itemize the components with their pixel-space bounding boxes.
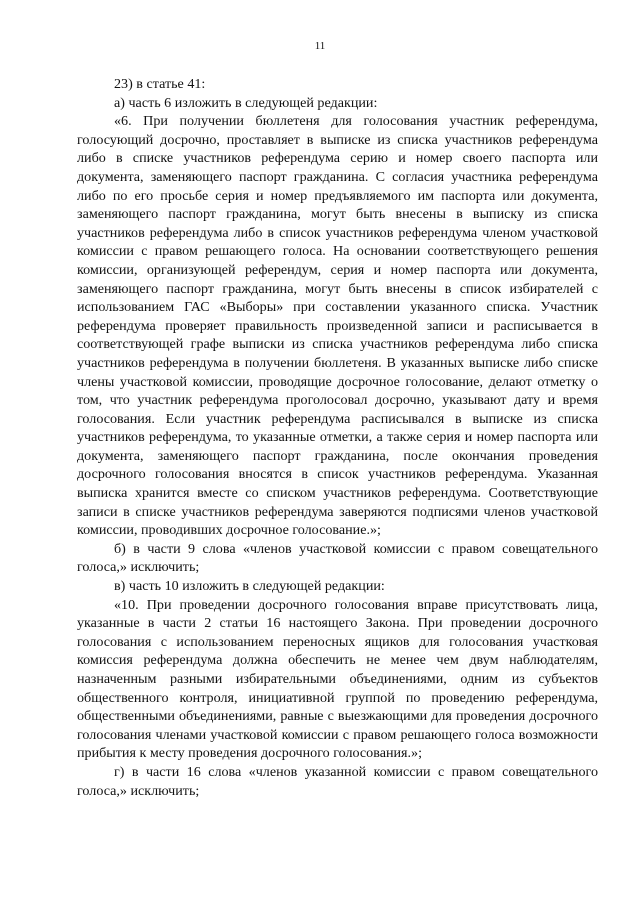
paragraph-item-b: б) в части 9 слова «членов участковой комиссии с правом совещательного голоса,» исключить;: [77, 540, 598, 576]
paragraph-article-41-heading: 23) в статье 41:: [114, 76, 206, 92]
document-body: [77, 75, 598, 800]
paragraph-item-g: г) в части 16 слова «членов указанной комиссии с правом совещательного голоса,» исключить;: [77, 763, 598, 799]
paragraph-item-v: в) часть 10 изложить в следующей редакции:: [114, 578, 385, 595]
paragraph-part-10-text: «10. При проведении досрочного голосования вправе присутствовать лица, указанные в части 2 статьи 16 настоящего Закона. При проведении досрочного голосования с использованием переносных ящиков для голосования участковая комиссия референдума должна обеспечить не менее чем двум наблюдателям, назначенным разными избирательными объединениями, одним из субъектов общественного контроля, инициативной группой по проведению референдума, общественными объединениями, равные с выезжающими для проведения досрочного голосования членами участковой комиссии с правом решающего голоса возможности прибытия к месту проведения досрочного голосования.»;: [77, 596, 598, 762]
paragraph-item-a: а) часть 6 изложить в следующей редакции:: [114, 94, 378, 111]
page-number: 11: [314, 40, 326, 52]
paragraph-part-6-text: «6. При получении бюллетеня для голосования участник референдума, голосующий досрочно, проставляет в выписке из списка участников референдума либо в списке участников референдума серию и номер своего паспорта или документа, заменяющего паспорт гражданина. С согласия участника референдума либо по его просьбе серия и номер предъявляемого им паспорта или документа, заменяющего паспорт гражданина, могут быть внесены в выписку из списка участников референдума либо в список участников референдума членом участковой комиссии с правом решающего голоса. На основании соответствующего решения комиссии, организующей референдум, серия и номер паспорта или документа, заменяющего паспорт гражданина, могут быть внесены в список избирателей с использованием ГАС «Выборы» при составлении указанного списка. Участник референдума проверяет правильность произведенной записи и расписывается в соответствующей графе выписки из списка участников референдума либо списка участников референдума в получении бюллетеня. В указанных выписке либо списке члены участковой комиссии, проводящие досрочное голосование, делают отметку о том, что участник референдума проголосовал досрочно, указывают дату и время голосования. Если участник референдума расписывался в выписке из списка участников референдума, то указанные отметки, а также серия и номер паспорта или документа, заменяющего паспорт гражданина, после окончания проведения досрочного голосования вносятся в список участников референдума. Указанная выписка хранится вместе со списком участников референдума. Соответствующие записи в списке участников референдума заверяются подписями членов участковой комиссии, проводивших досрочное голосование.»;: [77, 113, 598, 539]
